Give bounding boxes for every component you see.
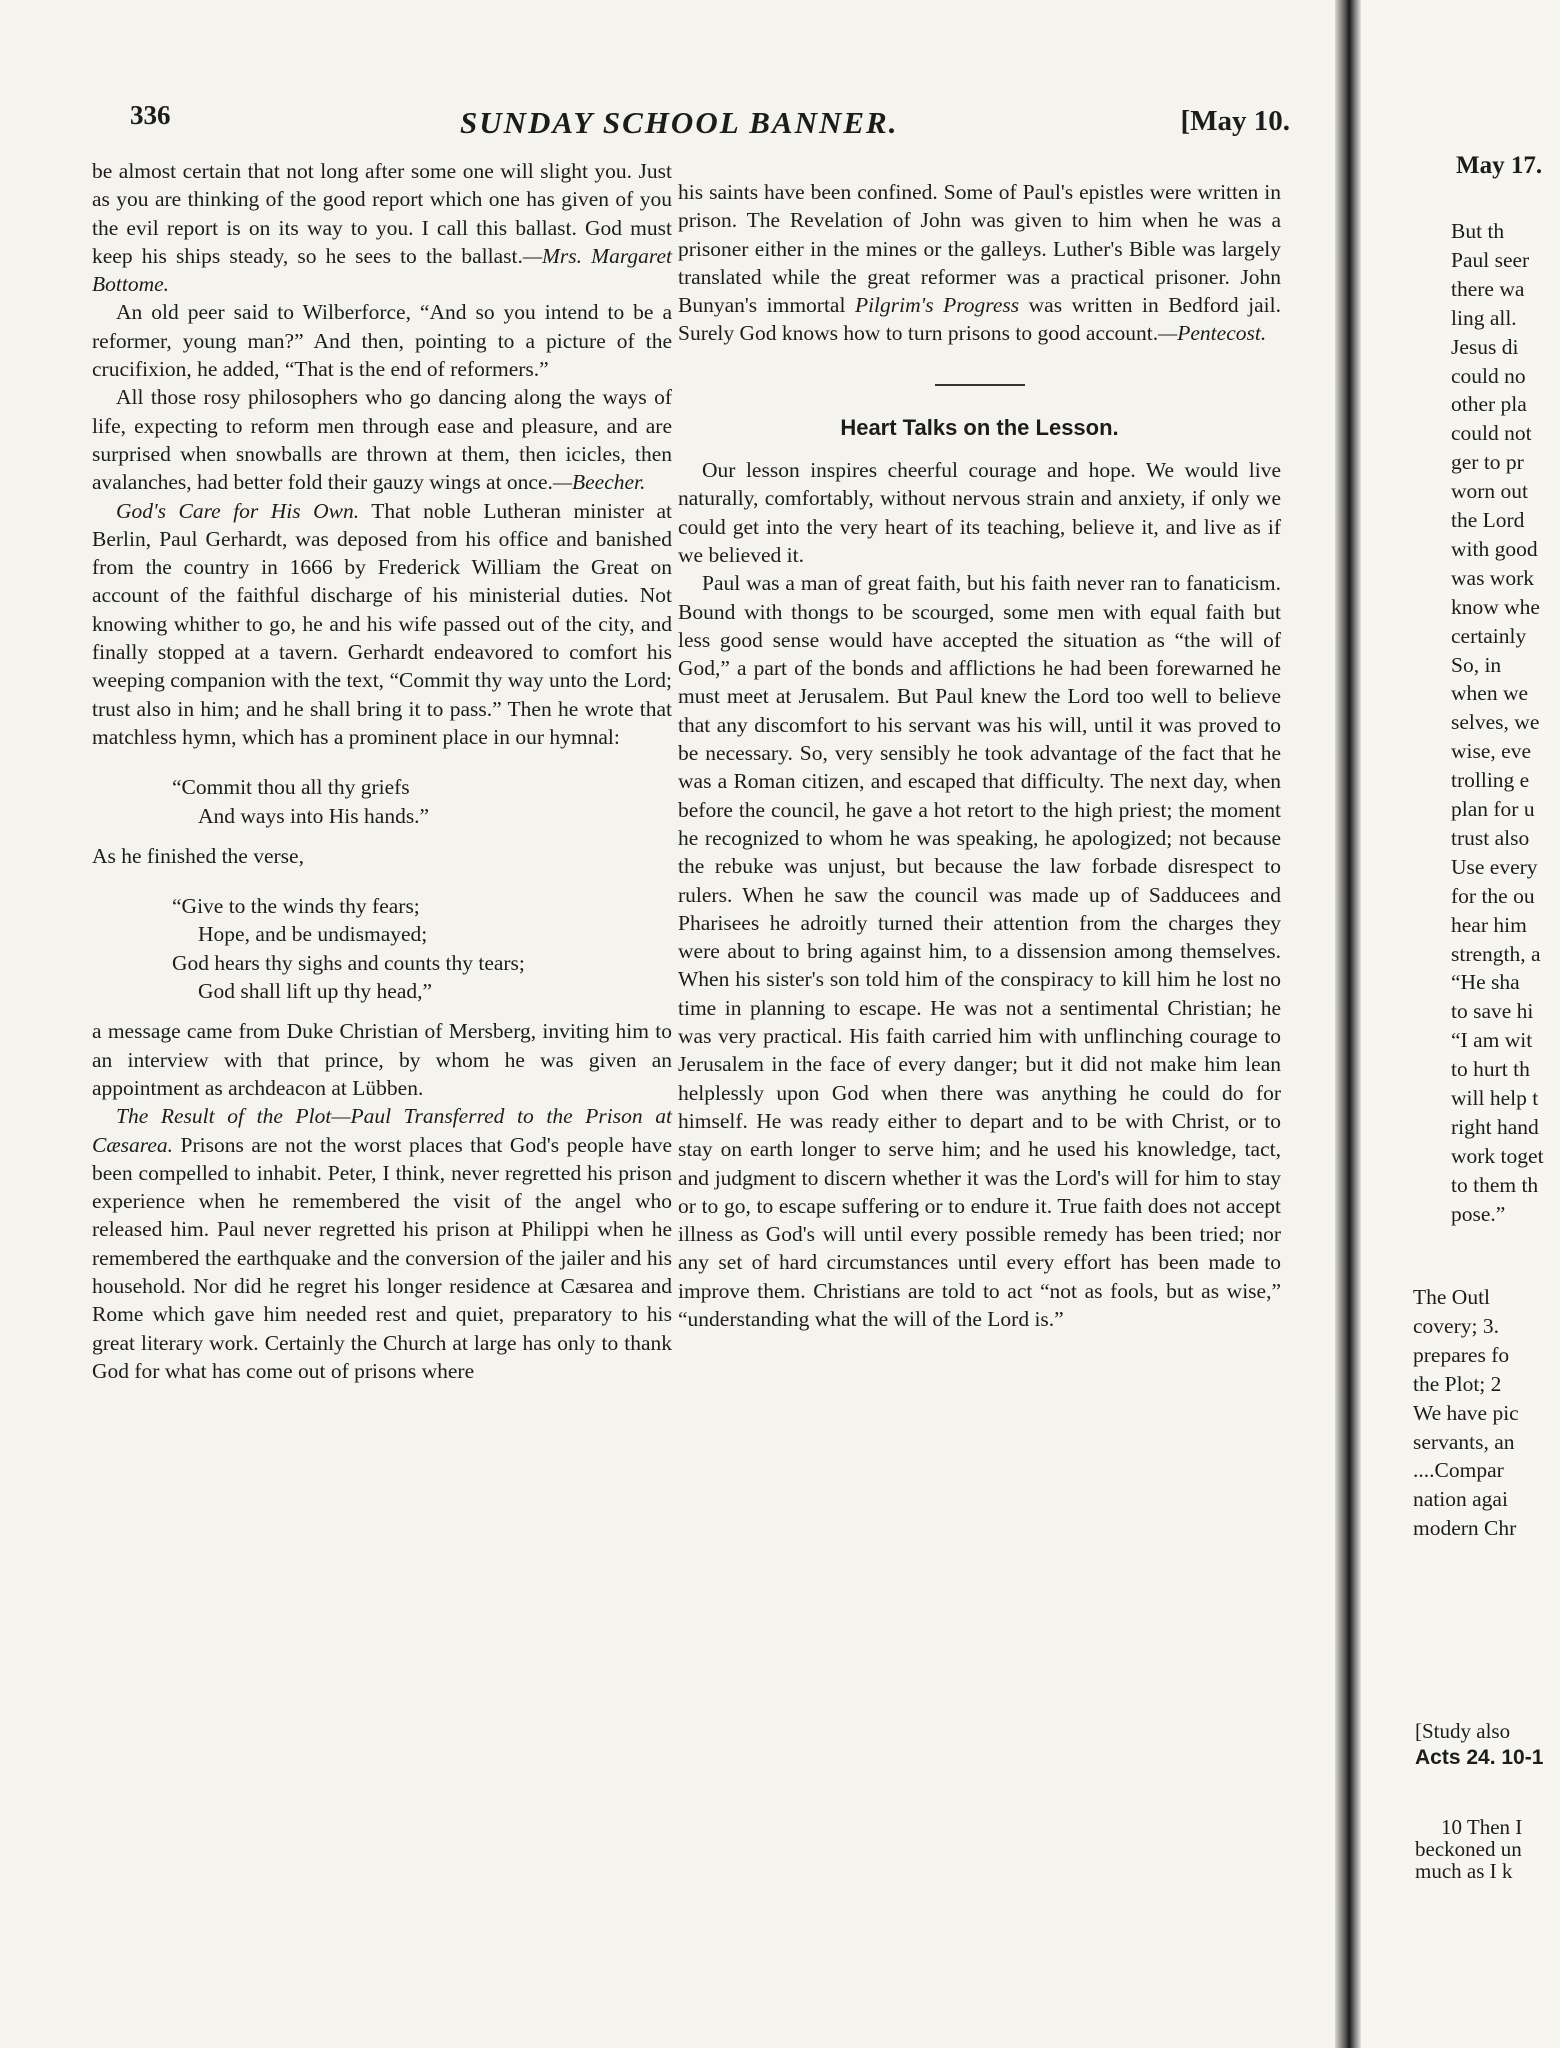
paragraph: Paul was a man of great faith, but his faith never ran to fanaticism. Bound with thongs to be scourged, some men with equal faith but less good sense would have accepted the situation as “the will of God,” a part of the bonds and afflictions he had been forewarned he must meet at Jerusalem. But Paul knew the Lord too well to believe that any discomfort to his servant was his will, until it was proved to be necessary. So, very sensibly he took advantage of the fact that he was a Roman citizen, and escaped that difficulty. The next day, when before the council, he gave a hot retort to the high priest; the moment he recognized to whom he was speaking, he apologized; not because the rebuke was unjust, but because the law forbade disrespect to rulers. When he saw the council was made up of Sadducees and Pharisees he adroitly turned their attention from the charges they were about to bring against him, to a dissension among themselves. When his sister's son told him of the conspiracy to kill him he lost no time in planning to escape. He was not a sentimental Christian; he was very practical. His faith carried him with unflinching courage to Jerusalem in the face of every danger; but it did not make him lean helplessly upon God when there was anything he could do for himself. He was ready either to depart and to be with Christ, or to stay on earth longer to serve him; and he used his knowledge, tact, and judgment to discern whether it was the Lord's will for him to stay or to go, to escape suffering or to endure it. True faith does not accept illness as God's will until every possible remedy has been tried; nor any set of hard circumstances until every effort has been made to improve them. Christians are told to act “not as fools, but as wise,” “understanding what the will of the Lord is.” bbox=[678, 571, 1281, 1331]
facing-page-line: But th bbox=[1451, 219, 1505, 243]
facing-page-line: plan for u bbox=[1451, 797, 1535, 821]
paragraph bbox=[92, 1102, 672, 1385]
attribution: —Pentecost. bbox=[1158, 321, 1267, 346]
book-gutter bbox=[1335, 0, 1361, 2048]
facing-page-line: with good bbox=[1451, 536, 1538, 561]
facing-page-line: trolling e bbox=[1451, 768, 1530, 793]
left-column bbox=[92, 157, 672, 1385]
paragraph bbox=[678, 178, 1281, 348]
paragraph bbox=[92, 383, 672, 496]
facing-page-line: to hurt th bbox=[1451, 1057, 1530, 1082]
paragraph bbox=[92, 497, 672, 752]
running-title: SUNDAY SCHOOL BANNER. bbox=[460, 105, 899, 140]
facing-page-line: right hand bbox=[1451, 1114, 1539, 1139]
section-title: The Result of the Plot—Paul Transferred to the Prison at Cæsarea. bbox=[92, 1104, 672, 1157]
facing-page-line: there wa bbox=[1451, 276, 1525, 301]
facing-page-line: could not bbox=[1451, 421, 1532, 446]
verse-line: Hope, and be undismayed; bbox=[198, 922, 428, 947]
facing-page-line: “I am wit bbox=[1451, 1028, 1533, 1053]
facing-page-line: was work bbox=[1451, 565, 1534, 590]
study-note bbox=[1415, 1718, 1543, 1771]
facing-page-line: ling all. bbox=[1451, 305, 1517, 330]
right-column bbox=[678, 178, 1281, 1333]
facing-page-line: ....Compar bbox=[1413, 1458, 1504, 1483]
facing-page-line: “He sha bbox=[1451, 970, 1520, 995]
facing-page-line: We have pic bbox=[1413, 1400, 1519, 1425]
hymn-verse bbox=[172, 892, 672, 1005]
facing-page-line: covery; 3. bbox=[1413, 1313, 1499, 1338]
scripture-text bbox=[1415, 1816, 1522, 1882]
verse-line: God hears thy sighs and counts thy tears; bbox=[172, 950, 525, 975]
paragraph: As he finished the verse, bbox=[92, 843, 304, 868]
facing-page-line: nation agai bbox=[1413, 1487, 1508, 1512]
facing-page-line: strength, a bbox=[1451, 941, 1541, 966]
verse-line: “Commit thou all thy griefs bbox=[172, 775, 410, 800]
facing-page-line: to save hi bbox=[1451, 999, 1534, 1024]
scripture-line: much as I k bbox=[1415, 1859, 1513, 1883]
facing-page-line: to them th bbox=[1451, 1172, 1539, 1197]
facing-page-line: Jesus di bbox=[1451, 334, 1519, 359]
facing-page-line: could no bbox=[1451, 363, 1526, 388]
page-number: 336 bbox=[130, 100, 171, 130]
facing-page-line: will help t bbox=[1451, 1086, 1539, 1110]
facing-page-line: pose.” bbox=[1451, 1201, 1506, 1226]
paragraph-text: Prisons are not the worst places that God's people have been compelled to inhabit. Peter, I think, never regretted his prison experience when he remembered the visit of the angel who released him. Paul never regretted his prison at Philippi when he remembered the earthquake and the conversion of the jailer and his household. Nor did he regret his longer residence at Cæsarea and Rome which gave him needed rest and quiet, preparatory to his great literary work. Certainly the Church at large has only to thank God for what has come out of prisons where bbox=[92, 1132, 672, 1383]
facing-page-line: ger to pr bbox=[1451, 450, 1524, 475]
book-title: Pilgrim's Progress bbox=[854, 293, 1020, 318]
facing-page-line: when we bbox=[1451, 681, 1529, 706]
facing-page-line: prepares fo bbox=[1413, 1342, 1510, 1367]
facing-page-line: The Outl bbox=[1413, 1285, 1491, 1309]
paragraph-text: All those rosy philosophers who go dancing along the ways of life, expecting to reform men through ease and pleasure, and are surprised when snowballs are thrown at them, then icicles, then avalanches, had better fold their gauzy wings at once. bbox=[92, 385, 672, 495]
facing-page-line: other pla bbox=[1451, 392, 1527, 417]
paragraph-text: was written in Bedford jail. Surely God knows how to turn prisons to good account. bbox=[678, 293, 1281, 346]
verse-line: And ways into His hands.” bbox=[198, 803, 430, 828]
facing-page-header: May 17. bbox=[1456, 152, 1543, 179]
attribution: —Beecher. bbox=[552, 470, 646, 495]
facing-page-line: the Plot; 2 bbox=[1413, 1371, 1502, 1396]
facing-page bbox=[1361, 0, 1560, 2048]
paragraph bbox=[92, 157, 672, 298]
paragraph: a message came from Duke Christian of Mersberg, inviting him to an interview with that prince, by whom he was given an appointment as archdeacon at Lübben. bbox=[92, 1019, 672, 1100]
facing-page-line: certainly bbox=[1451, 623, 1527, 648]
study-ref bbox=[1415, 1744, 1543, 1771]
facing-page-line: So, in bbox=[1451, 652, 1502, 677]
paragraph-text: his saints have been confined. Some of Paul's epistles were written in prison. The Revelation of John was given to him when he was a prisoner either in the mines or the galleys. Luther's Bible was largely translated while the great reformer was a practical prisoner. John Bunyan's immortal bbox=[678, 180, 1281, 318]
scripture-line: beckoned un bbox=[1415, 1837, 1522, 1861]
facing-page-line: work toget bbox=[1451, 1143, 1544, 1168]
study-line: [Study also bbox=[1415, 1719, 1511, 1743]
facing-page-line: Use every bbox=[1451, 854, 1538, 879]
facing-page-line: know whe bbox=[1451, 594, 1540, 619]
verse-line: “Give to the winds thy fears; bbox=[172, 894, 420, 919]
paragraph: Our lesson inspires cheerful courage and hope. We would live naturally, comfortably, without nervous strain and anxiety, if only we could get into the very heart of its teaching, believe it, and live as if we believed it. bbox=[678, 458, 1281, 567]
section-heading: Heart Talks on the Lesson. bbox=[840, 414, 1119, 440]
facing-page-line: trust also bbox=[1451, 825, 1530, 850]
facing-page-line: for the ou bbox=[1451, 883, 1535, 908]
header-date: [May 10. bbox=[1180, 105, 1290, 137]
hymn-verse bbox=[172, 773, 672, 830]
attribution: —Mrs. Margaret Bottome. bbox=[92, 243, 672, 297]
scripture-line: 10 Then I bbox=[1441, 1815, 1523, 1839]
paragraph-text: be almost certain that not long after some one will slight you. Just as you are thinking of the good report which one has given of you the evil report is on its way to you. I call this ballast. God must keep his ships steady, so he sees to the ballast. bbox=[92, 159, 672, 268]
paragraph: An old peer said to Wilberforce, “And so you intend to be a reformer, young man?” And then, pointing to a picture of the crucifixion, he added, “That is the end of reformers.” bbox=[92, 300, 672, 382]
page-header bbox=[130, 95, 1290, 155]
facing-page-line: selves, we bbox=[1451, 710, 1540, 735]
facing-page-line: worn out bbox=[1451, 479, 1529, 504]
facing-page-line: the Lord bbox=[1451, 508, 1525, 532]
facing-page-line: hear him bbox=[1451, 912, 1527, 937]
facing-page-line: modern Chr bbox=[1413, 1516, 1517, 1541]
facing-page-line: servants, an bbox=[1413, 1429, 1515, 1454]
study-line: Acts 24. 10-1 bbox=[1415, 1746, 1544, 1769]
facing-page-line: Paul seer bbox=[1451, 247, 1530, 272]
paragraph-text: That noble Lutheran minister at Berlin, Paul Gerhardt, was deposed from his office and banished from the country in 1666 by Frederick William the Great on account of the faithful discharge of his ministerial duties. Not knowing whither to go, he and his wife passed out of the city, and finally stopped at a tavern. Gerhardt endeavored to comfort his weeping companion with the text, “Commit thy way unto the Lord; trust also in him; and he shall bring it to pass.” Then he wrote that matchless hymn, which has a prominent place in our hymnal: bbox=[92, 498, 672, 749]
facing-page-line: wise, eve bbox=[1451, 739, 1531, 764]
section-divider bbox=[935, 384, 1025, 386]
section-title: God's Care for His Own. bbox=[116, 498, 360, 523]
verse-line: God shall lift up thy head,” bbox=[198, 979, 433, 1004]
